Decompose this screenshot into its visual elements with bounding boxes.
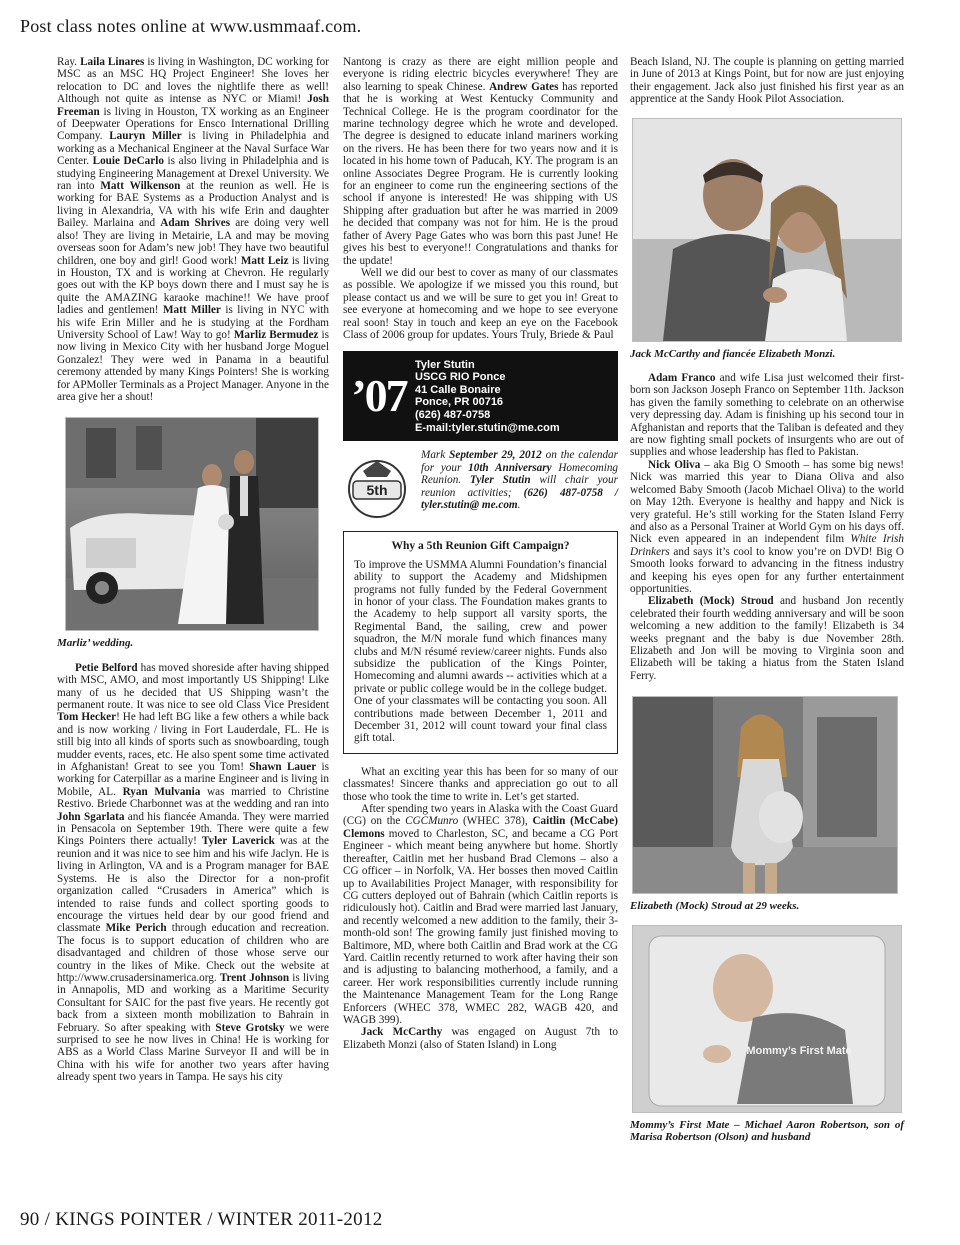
contact-line: Ponce, PR 00716 <box>415 396 504 409</box>
name-highlight: Matt Leiz <box>240 254 289 267</box>
text-run: (WHEC 378), <box>458 815 533 828</box>
paragraph <box>630 459 904 595</box>
paragraph <box>343 1026 618 1051</box>
text-run: ! He had left BG like a few others a while back and is now working / living in Fort Lauderdale, FL. He is still big into all kinds of sports such as snowboarding, tough mudder events, races, etc. He also spent some time activated in Afghanistan! Great to see you Tom! <box>57 711 329 774</box>
text-run: was at the reunion and it was nice to see him and his wife Jaclyn. He is living in Arlington, VA and is a Program manager for BAE Systems. He is also the Director for a non-profit organization called “Crusaders in America” which is intended to raise funds and collect sporting goods to encourage the virtues held dear by our good friend and classmate <box>57 835 329 935</box>
photo-caption: Jack McCarthy and fiancée Elizabeth Monzi. <box>630 347 836 360</box>
text-run: and his fiancée Amanda. They were married in Pensacola on September 19th. There were quite a few Kings Pointers there actually! <box>57 810 329 848</box>
name-highlight: Trent Johnson <box>219 971 290 984</box>
name-highlight: Elizabeth (Mock) Stroud <box>648 595 774 608</box>
name-highlight: (626) 487-0758 / tyler.stutin@ me.com <box>421 486 618 511</box>
paragraph: Well we did our best to cover as many of our classmates as possible. We apologize if we missed you this round, but please contact us and we will be sure to get you in! Great to see everyone at homecoming and we hope to see everyone real soon! Stay in touch and keep an eye on the Facebook Class of 2006 group for updates. Yours Truly, Briede & Paul <box>343 266 618 341</box>
paragraph <box>57 56 329 403</box>
name-highlight: Tyler Laverick <box>201 835 275 848</box>
text-run: we were surprised to see he now lives in China! He is working for ABS as a World Class Marine Surveyor II and will be in China with his wife for another two years after having already spent two years in Tampa. He says his city <box>57 1021 330 1084</box>
name-highlight: Nick Oliva <box>648 458 701 471</box>
text-run: – aka Big O Smooth – has some big news! Nick was married this year to Diana Oliva and also welcomed Baby Smooth (Jacob Michael Oliva) to the world on May 12th. Everyone is healthy and happy and Nick is very grateful. He’s still working for the Staten Island Ferry and also as a Personal Trainer at World Gym on his days off. Nick even appeared in an independent film <box>630 458 905 546</box>
name-highlight: Shawn Lauer <box>249 761 317 774</box>
text-run: is now living in Mexico City with her husband Jorge Moguel Gonzalez! They were wed in Panama in a beautiful ceremony attended by many Kings Pointers! She is working for APMoller Terminals as a Project Manager. Anyone in the area give her a shout! <box>57 328 329 403</box>
text-run: has reported that he is working at West Kentucky Community and Technical College. He is the program coordinator for the marine technology degree which he wrote and developed. The degree is designed to educate inland mariners working on the rivers. He has been there for two years now and it is located in his home town of Paducah, KY. The program is an online Associates Degree Program. He is currently looking for an engineer to come run the engineering sections of the school if anyone is interested! He was shipping with US Shipping after graduation but after he was married in 2009 he decided that company was not for him. He is the proud father of Avery Page Gates who was born this past June! He gives his best to everyone!! Congratulations and thanks for the update! <box>343 80 618 267</box>
text-run: is living in Houston, TX and is working at Chevron. He regularly goes out with the KP boys down there and I must say he is quite the AMAZING karaoke machine!! We have proof ladies and gentlemen! <box>57 254 329 317</box>
text-run: is living in Philadelphia and working as a Mechanical Engineer at the Naval Surface War Center. <box>57 130 330 168</box>
name-highlight: Louie DeCarlo <box>92 155 164 168</box>
text-run: at the reunion as well. He is working for BAE Systems as a Production Analyst and is living in Alexandria, VA with his wife Erin and daughter Bailey. Marlaina and <box>57 180 329 230</box>
text-run: is living in NYC with his wife Erin Miller and he is studying at the Fordham University School of Law! Way to go! <box>57 304 329 341</box>
contact-line: USCG RIO Ponce <box>415 371 506 384</box>
contact-line: 41 Calle Bonaire <box>415 383 501 396</box>
column-2 <box>343 56 618 1051</box>
text-run: and says it’s cool to know you’re on DVD! Big O Smooth looks forward to advancing in the fitness industry and keeping his eyes open for any further entertainment opportunities. <box>630 545 904 595</box>
column-1 <box>57 56 329 1084</box>
reunion-seal-icon <box>343 453 411 521</box>
text-run: on the calendar for your <box>421 449 619 474</box>
paragraph: What an exciting year this has been for so many of our classmates! Sincere thanks and appreciation go out to all those who took the time to write in. Let’s get started. <box>343 765 618 803</box>
text-run: has moved shoreside after having shipped with MSC, AMO, and most importantly US Shipping! Like many of us he decided that US Shipping wasn’t the permanent route. It was nice to see old Class Vice President <box>57 661 329 711</box>
name-highlight: Marliz Bermudez <box>233 328 319 341</box>
maternity-illustration <box>633 697 897 893</box>
text-run: and husband Jon recently celebrated their fourth wedding anniversary and will be soon welcoming a new addition to the family! Elizabeth is 34 weeks pregnant and the baby is due November 28th. Elizabeth and Jon will be moving to Virginia soon and Elizabeth will be taking a hiatus from the Staten Island Ferry. <box>630 595 904 682</box>
baby-shirt-text: Mommy’s First Mate <box>746 1044 852 1057</box>
paragraph <box>343 803 618 1026</box>
name-highlight: Caitlin (McCabe) Clemons <box>343 815 618 840</box>
wedding-photo <box>65 417 319 631</box>
name-highlight: Adam Franco <box>648 372 716 385</box>
name-highlight: Tyler Stutin <box>469 474 531 487</box>
baby-illustration <box>633 926 901 1112</box>
paragraph <box>57 662 329 1084</box>
name-highlight: Mike Perich <box>105 922 167 935</box>
name-highlight: Petie Belford <box>75 661 138 674</box>
name-highlight: Ryan Mulvania <box>122 785 201 798</box>
name-highlight: Jack McCarthy <box>361 1026 443 1039</box>
maternity-photo <box>632 696 898 894</box>
contact-line: E-mail:tyler.stutin@me.com <box>415 421 560 434</box>
baby-photo <box>632 925 902 1113</box>
name-highlight: Tom Hecker <box>57 711 117 724</box>
paragraph <box>343 56 618 267</box>
text-run: is working for Caterpillar as a marine Engineer and is living in Mobile, AL. <box>57 761 329 798</box>
engagement-illustration <box>633 119 901 341</box>
name-highlight: September 29, 2012 <box>449 449 542 462</box>
name-highlight: John Sgarlata <box>57 810 125 823</box>
text-run: Homecoming Reunion. <box>421 461 619 487</box>
text-run: Nantong is crazy as there are eight million people and everyone is riding electric bicycles everywhere! They are also learning to speak Chinese. <box>343 56 618 93</box>
italic-text: White Irish Drinkers <box>630 533 904 558</box>
text-run: Ray. <box>57 56 81 68</box>
photo-caption: Mommy’s First Mate – Michael Aaron Robertson, son of Marisa Robertson (Olson) and husband <box>630 1118 904 1143</box>
text-run: moved to Charleston, SC, and became a CG Port Engineer - which meant being anywhere but home. Shortly thereafter, Caitlin met her husband Brad Clemons – also a CG officer – in Norfolk, VA. Her bosses then moved Caitlin up to Availabilities Project Manager, with responsibility for CG cutters deployed out of Bahrain (which Caitlin reports is ridiculously hot). Caitlin and Brad were married last January, and recently welcomed a new addition to the family, their 3-month-old son! The growing family just finished moving to Baltimore, MD, where both Caitlin and Brad work at the CG Yard. Caitlin recently returned to work after having their son and is adjusting to balancing motherhood, a family, and a career. Her work responsibilities currently include running the Maintenance Management Team for the Long Range Enforcers (WHEC 378, WMEC 282, WAGB 420, and WAGB 399). <box>343 827 618 1026</box>
text-run: is living in Houston, TX working as an Engineer of Deepwater Operations for Ensco International Drilling Company. <box>57 105 329 143</box>
wedding-illustration <box>66 418 318 630</box>
text-run: are doing very well also! They are living in Metairie, LA and may be moving overseas soon for Adam’s new job! They have two beautiful children, one boy and girl! Good work! <box>57 217 329 267</box>
text-run: is living in Washington, DC working for MSC as an MSC HQ Project Engineer! She loves her relocation to DC and loves the nightlife there as well! Although not quite as intense as NYC or Miami! <box>57 56 329 106</box>
class-year: ’07 <box>351 370 407 422</box>
contact-line: Tyler Stutin <box>415 358 475 371</box>
engagement-photo <box>632 118 902 342</box>
text-run: was married to Christine Restivo. Briede Charbonnet was at the wedding and ran into <box>57 785 329 811</box>
name-highlight: Matt Wilkenson <box>100 180 181 193</box>
class-contact-box <box>343 351 618 441</box>
paragraph: Beach Island, NJ. The couple is planning on getting married in June of 2013 at Kings Point, but for now are just enjoying their engagement. Jack also just finished his first year as an apprentice at the Sandy Hook Pilot Association. <box>630 56 904 106</box>
name-highlight: Andrew Gates <box>489 80 559 93</box>
italic-text: CGCMunro <box>405 815 459 828</box>
name-highlight: Adam Shrives <box>160 217 231 230</box>
text-run: will chair your reunion activities; <box>421 474 618 499</box>
column-3 <box>630 56 904 1155</box>
name-highlight: Lauryn Miller <box>109 130 182 143</box>
reunion-text <box>421 449 618 511</box>
text-run: was engaged on August 7th to Elizabeth Monzi (also of Staten Island) in Long <box>343 1026 618 1051</box>
gift-campaign-title: Why a 5th Reunion Gift Campaign? <box>391 540 570 553</box>
name-highlight: Josh Freeman <box>57 93 329 118</box>
text-run: Mark <box>421 449 450 462</box>
text-run: through education and recreation. The focus is to support education of children who are disadvantaged and children of those whose serve our country in the likes of Mike. Check out the website at http://www.crusadersinamerica.org. <box>57 922 329 984</box>
name-highlight: Steve Grotsky <box>215 1021 285 1034</box>
reunion-seal-label: 5th <box>366 482 388 499</box>
photo-caption: Marliz’ wedding. <box>57 637 134 650</box>
photo-caption: Elizabeth (Mock) Stroud at 29 weeks. <box>630 900 800 913</box>
text-run: . <box>517 498 521 511</box>
name-highlight: Matt Miller <box>162 304 221 317</box>
gift-campaign-box <box>343 531 618 754</box>
contact-line: (626) 487-0758 <box>415 408 491 421</box>
text-run: is living in Annapolis, MD and working as a Maritime Security Consultant for SAIC for the past five years. He recently got back from a sixteen month mobilization to Bahrain in February. So after speaking with <box>57 971 329 1034</box>
gift-campaign-body: To improve the USMMA Alumni Foundation’s financial ability to support the Academy and Midshipmen programs not fully funded by the Federal Government in honor of your class. The Foundation makes grants to the Academy to help support all varsity sports, the Regimental Band, the sailing, crew and power squadron, the M/N morale fund which finances many clubs and M/N résumé review/career nights. Funds also subsidize the publication of the Kings Pointer, Homecoming and alumni awards -- activities which at a private or public college would be in the college budget. One of your classmates will be contacting you soon. All contributions made between December 1, 2011 and December 31, 2012 will count toward your final class gift total. <box>354 558 607 745</box>
paragraph <box>630 372 904 459</box>
name-highlight: 10th Anniversary <box>468 461 552 474</box>
text-run: and wife Lisa just welcomed their first-born son Jackson Joseph Franco on September 11th. Jackson has given the family something to celebrate on an otherwise very depressing day. Adam is finishing up his second tour in Afghanistan and reports that the Taliban is defeated and they are now fighting small pockets of insurgents who are out of supplies and whose leadership has fled to Pakistan. <box>630 372 905 459</box>
text-run: is also living in Philadelphia and is studying Engineering Management at Drexel University. We ran into <box>57 155 329 193</box>
class-secretary-contact <box>415 359 560 435</box>
name-highlight: Laila Linares <box>80 56 145 68</box>
reunion-notice <box>343 449 618 521</box>
paragraph <box>630 595 904 682</box>
page-footer: 90 / KINGS POINTER / WINTER 2011-2012 <box>20 1209 383 1230</box>
page-header: Post class notes online at www.usmmaaf.com. <box>20 16 362 36</box>
text-run: After spending two years in Alaska with the Coast Guard (CG) on the <box>343 803 618 828</box>
